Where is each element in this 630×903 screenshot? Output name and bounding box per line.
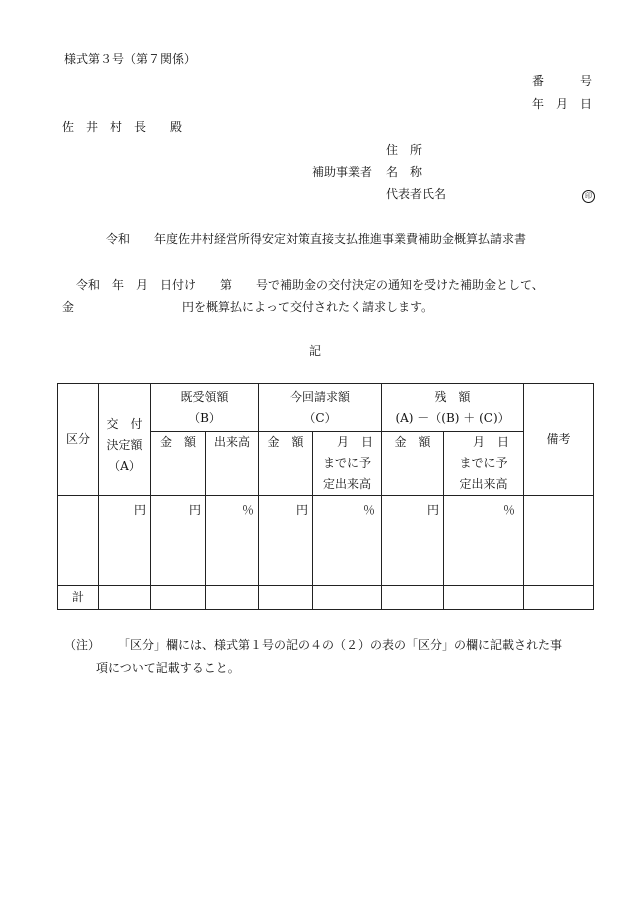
sub-zan-yotei-line1: 月 日 bbox=[473, 435, 510, 449]
note-label: （注） bbox=[64, 638, 101, 652]
header-biko: 備考 bbox=[524, 384, 594, 496]
date-label: 年 月 日 bbox=[532, 97, 593, 111]
representative-label: 代表者氏名 bbox=[386, 187, 447, 201]
header-zan bbox=[382, 384, 524, 432]
header-kofu-line3: （A） bbox=[108, 459, 141, 473]
total-konkai-yotei bbox=[313, 586, 382, 610]
total-biko bbox=[524, 586, 594, 610]
sub-zan-kingaku: 金 額 bbox=[382, 432, 444, 496]
total-kiju-kingaku bbox=[151, 586, 206, 610]
cell-kofu-yen: 円 bbox=[99, 496, 151, 586]
total-zan-yotei bbox=[444, 586, 524, 610]
sub-zan-yotei bbox=[444, 432, 524, 496]
applicant-role: 補助事業者 bbox=[312, 165, 373, 179]
sub-kiju-dekidaka: 出来高 bbox=[206, 432, 259, 496]
document-title: 令和 年度佐井村経営所得安定対策直接支払推進事業費補助金概算払請求書 bbox=[106, 232, 527, 246]
total-kiju-dekidaka bbox=[206, 586, 259, 610]
document-number-label: 番 号 bbox=[532, 74, 593, 88]
form-number: 様式第３号（第７関係） bbox=[64, 52, 197, 66]
sub-zan-yotei-line2: までに予 bbox=[459, 456, 508, 470]
cell-konkai-pct: ％ bbox=[313, 496, 382, 586]
address-label: 住 所 bbox=[386, 143, 423, 157]
header-kubun: 区分 bbox=[58, 384, 99, 496]
claim-table bbox=[57, 383, 594, 610]
cell-kubun bbox=[58, 496, 99, 586]
sub-konkai-yotei-line1: 月 日 bbox=[337, 435, 374, 449]
sub-konkai-kingaku: 金 額 bbox=[259, 432, 313, 496]
header-kiju-line1: 既受領額 bbox=[180, 389, 229, 404]
note-line-1: 「区分」欄には、様式第１号の記の４の（２）の表の「区分」の欄に記載された事 bbox=[118, 638, 563, 652]
sub-konkai-yotei-line3: 定出来高 bbox=[323, 477, 372, 491]
header-zan-line1: 残 額 bbox=[434, 389, 471, 404]
cell-konkai-yen: 円 bbox=[259, 496, 313, 586]
seal-icon: 印 bbox=[582, 190, 595, 203]
sub-kiju-kingaku: 金 額 bbox=[151, 432, 206, 496]
cell-biko bbox=[524, 496, 594, 586]
header-kofu-line2: 決定額 bbox=[106, 438, 143, 452]
header-konkai-line2: （C） bbox=[303, 410, 337, 425]
cell-zan-yen: 円 bbox=[382, 496, 444, 586]
sub-konkai-yotei bbox=[313, 432, 382, 496]
header-kofu bbox=[99, 384, 151, 496]
note-line-2: 項について記載すること。 bbox=[96, 661, 240, 675]
table-row bbox=[58, 496, 594, 586]
header-kiju bbox=[151, 384, 259, 432]
header-zan-line2: (A) －（(B) ＋ (C)） bbox=[395, 410, 510, 425]
total-zan-kingaku bbox=[382, 586, 444, 610]
table-total-row bbox=[58, 586, 594, 610]
total-kofu bbox=[99, 586, 151, 610]
cell-kiju-yen: 円 bbox=[151, 496, 206, 586]
ki-heading: 記 bbox=[308, 344, 321, 358]
header-konkai bbox=[259, 384, 382, 432]
header-kofu-line1: 交 付 bbox=[106, 417, 143, 431]
addressee: 佐 井 村 長 殿 bbox=[62, 120, 183, 134]
sub-konkai-yotei-line2: までに予 bbox=[323, 456, 372, 470]
total-konkai-kingaku bbox=[259, 586, 313, 610]
header-konkai-line1: 今回請求額 bbox=[290, 389, 351, 404]
cell-kiju-pct: ％ bbox=[206, 496, 259, 586]
header-kiju-line2: （B） bbox=[188, 410, 221, 425]
total-label: 計 bbox=[58, 586, 99, 610]
cell-zan-pct: ％ bbox=[444, 496, 524, 586]
body-line-1: 令和 年 月 日付け 第 号で補助金の交付決定の通知を受けた補助金として、 bbox=[76, 278, 544, 292]
seal-mark bbox=[582, 187, 595, 203]
sub-zan-yotei-line3: 定出来高 bbox=[459, 477, 508, 491]
body-line-2: 金 円を概算払によって交付されたく請求します。 bbox=[62, 300, 434, 314]
name-label: 名 称 bbox=[386, 165, 423, 179]
